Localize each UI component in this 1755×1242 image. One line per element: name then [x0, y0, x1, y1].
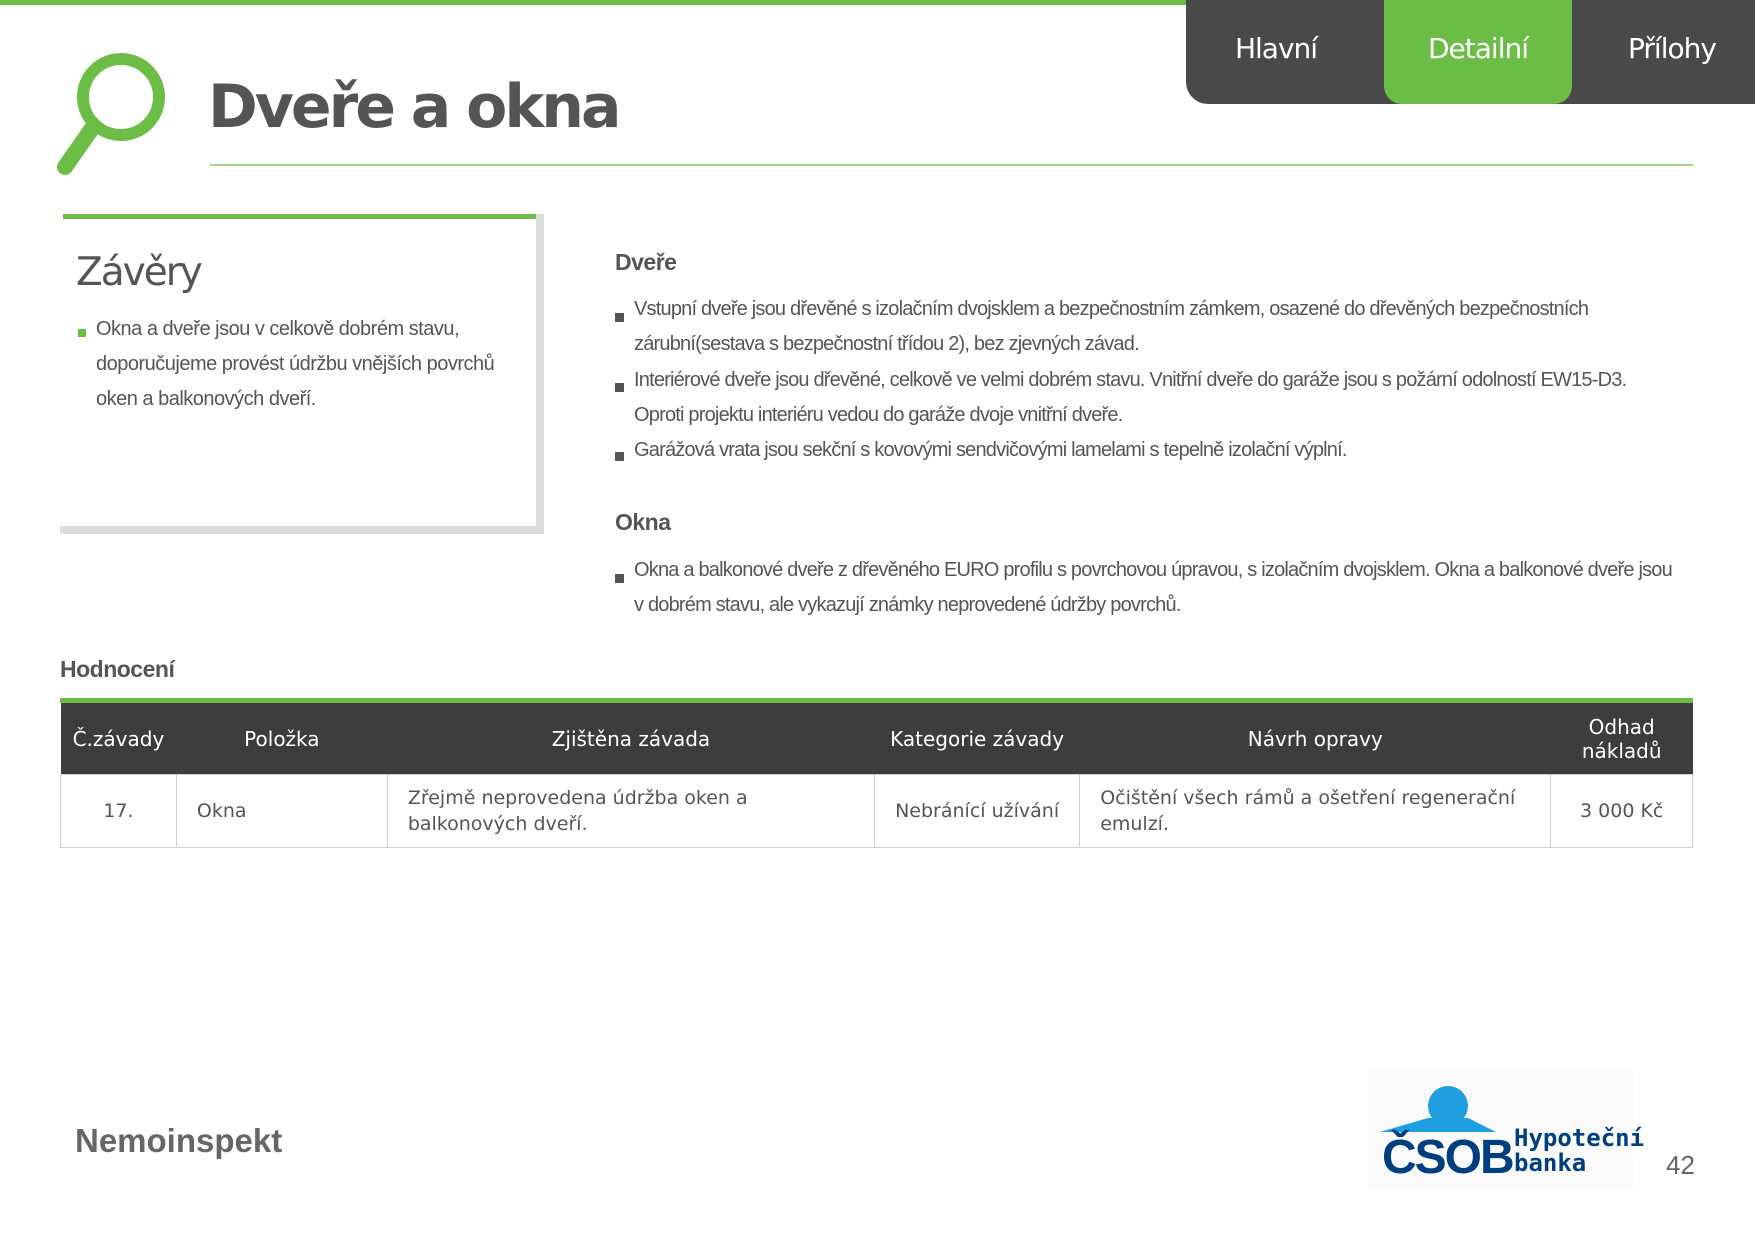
- top-accent-line: [0, 0, 1200, 5]
- cell-repair-proposal: Očištění všech rámů a ošetření regenerační emulzí.: [1080, 775, 1551, 848]
- bullet-icon: [615, 313, 624, 322]
- col-item: Položka: [176, 703, 387, 775]
- magnifier-icon: [50, 50, 180, 180]
- page-number: 42: [1666, 1150, 1695, 1180]
- bank-name-line1: Hypoteční: [1514, 1124, 1645, 1152]
- conclusions-text: Okna a dveře jsou v celkově dobrém stavu, doporučujeme provést údržbu vnějších povrchů oken a balkonových dveří.: [96, 318, 495, 410]
- cell-defect-category: Nebránící užívání: [875, 775, 1080, 848]
- col-repair-proposal: Návrh opravy: [1080, 703, 1551, 775]
- panel-shadow-right: [536, 214, 544, 534]
- doors-heading: Dveře: [615, 249, 677, 275]
- section-tabs: [1186, 0, 1755, 163]
- table-row: [61, 775, 1693, 848]
- conclusions-panel: [60, 214, 543, 534]
- windows-item-1: Okna a balkonové dveře z dřevěného EURO profilu s povrchovou úpravou, s izolačním dvojsklem. Okna a balkonové dveře jsou v dobrém stavu, ale vykazují známky neprovedené údržby povrchů.: [634, 559, 1672, 616]
- tab-main-findings[interactable]: Hlavní zjištění: [1230, 32, 1322, 163]
- bank-name: [1514, 1126, 1644, 1176]
- bank-name-line2: banka: [1514, 1149, 1587, 1177]
- bullet-icon: [615, 452, 624, 461]
- doors-item-2: Interiérové dveře jsou dřevěné, celkově ve velmi dobrém stavu. Vnitřní dveře do garáže jsou s požární odolností EW15-D3. Oproti projektu interiéru vedou do garáže dvoje vnitřní dveře.: [634, 369, 1627, 426]
- evaluation-heading: Hodnocení: [60, 656, 175, 682]
- cell-cost-estimate: 3 000 Kč: [1551, 775, 1693, 848]
- conclusions-accent: [63, 214, 536, 219]
- bullet-icon: [78, 329, 86, 337]
- tab-attachments[interactable]: Přílohy: [1628, 32, 1716, 65]
- csob-wordmark: ČSOB: [1382, 1131, 1513, 1184]
- cell-item: Okna: [176, 775, 387, 848]
- tab-detailed-report[interactable]: Detailní zpráva: [1384, 0, 1572, 104]
- bullet-icon: [615, 574, 624, 583]
- panel-shadow-bottom: [60, 526, 544, 534]
- cell-defect-number: 17.: [61, 775, 177, 848]
- col-defect-found: Zjištěna závada: [387, 703, 874, 775]
- cell-defect-found: Zřejmě neprovedena údržba oken a balkonových dveří.: [387, 775, 874, 848]
- evaluation-table: [60, 703, 1693, 848]
- col-defect-category: Kategorie závady: [875, 703, 1080, 775]
- doors-item-1: Vstupní dveře jsou dřevěné s izolačním dvojsklem a bezpečnostním zámkem, osazené do dřevěných bezpečnostních zárubní(sestava s bezpečnostní třídou 2), bez zjevných závad.: [634, 298, 1589, 355]
- title-divider: [210, 164, 1693, 166]
- doors-item-3: Garážová vrata jsou sekční s kovovými sendvičovými lamelami s tepelně izolační výplní.: [634, 439, 1347, 461]
- table-header-row: [61, 703, 1693, 775]
- nemoinspekt-logo: Nemoinspekt: [75, 1122, 283, 1159]
- bullet-icon: [615, 383, 624, 392]
- col-cost-estimate: Odhad nákladů: [1551, 703, 1693, 775]
- col-defect-number: Č.závady: [61, 703, 177, 775]
- conclusions-title: Závěry: [76, 250, 201, 295]
- windows-heading: Okna: [615, 509, 671, 535]
- page-title: Dveře a okna: [208, 72, 619, 142]
